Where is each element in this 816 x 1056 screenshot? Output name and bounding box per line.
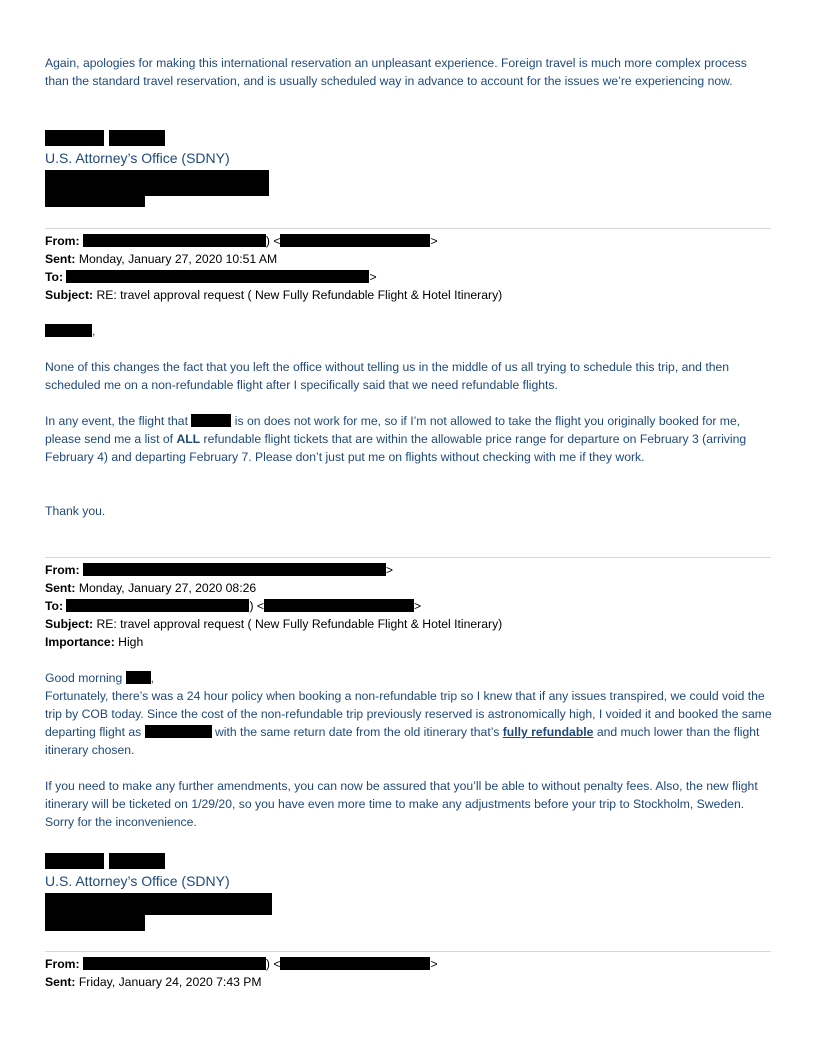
redacted-name [145,725,212,738]
header-from [45,232,438,250]
emphasis-all: ALL [176,432,201,446]
redacted-signature-phone [45,196,145,207]
text-segment: is on does not work for me, so if I’m not allowed to take the flight you originally booked for me, please send me a list of [45,414,741,446]
header-from [45,955,438,973]
header-from [45,561,393,579]
angle-close: > [414,599,422,613]
redacted-recipient-name [45,324,92,337]
greeting-comma: , [150,671,155,685]
redacted-signature-address [45,893,272,915]
angle-close: > [369,270,377,284]
redacted-last-name [109,130,165,146]
email-body-paragraph: None of this changes the fact that you left the office without telling us in the middle of us all trying to schedule this trip, and then scheduled me on a non-refundable flight after I specifically said that we need refundable flights. [45,360,730,392]
redacted-recipient-name [66,599,249,612]
header-sent [45,250,277,268]
signature-org: U.S. Attorney’s Office (SDNY) [45,150,230,166]
from-label: From: [45,234,80,248]
redacted-first-name [45,853,104,869]
angle-close: > [430,957,438,971]
email-body-paragraph [45,687,773,759]
salutation [45,322,95,340]
from-label: From: [45,957,80,971]
header-to [45,597,421,615]
header-subject [45,286,502,304]
angle-open: ) < [265,957,281,971]
email-body-paragraph: If you need to make any further amendments, you can now be assured that you’ll be able to without penalty fees. Also, the new flight itinerary will be ticketed on 1/29/20, so you have even more time to make any adjustments before your trip to Stockholm, Sweden. Sorry for the inconvenience. [45,779,758,829]
message-divider [45,951,771,952]
redacted-sender-name [83,234,266,247]
greeting-text: Good morning [45,671,123,685]
redacted-first-name [45,130,104,146]
redacted-signature-phone [45,915,145,931]
header-sent [45,973,262,991]
redacted-recipient-email [264,599,414,612]
text-segment: and much lower than the flight itinerary chosen. [45,725,760,757]
redacted-name [191,414,231,427]
importance-value: High [118,635,144,649]
subject-label: Subject: [45,617,94,631]
redacted-last-name [109,853,165,869]
to-label: To: [45,599,64,613]
sent-label: Sent: [45,581,76,595]
redacted-recipient [66,270,369,283]
closing-thanks: Thank you. [45,504,106,518]
message-divider [45,228,771,229]
angle-open: ) < [249,599,264,613]
subject-value: RE: travel approval request ( New Fully Refundable Flight & Hotel Itinerary) [96,288,503,302]
redacted-recipient-name [126,671,151,684]
message-divider [45,557,771,558]
subject-label: Subject: [45,288,94,302]
header-importance [45,633,143,651]
header-sent [45,579,256,597]
sent-value: Monday, January 27, 2020 08:26 [78,581,257,595]
salutation-comma: , [92,324,96,338]
text-segment: In any event, the flight that [45,414,188,428]
sent-value: Monday, January 27, 2020 10:51 AM [78,252,278,266]
sent-value: Friday, January 24, 2020 7:43 PM [78,975,262,989]
from-label: From: [45,563,80,577]
text-segment: Fortunately, there’s was a 24 hour policy when booking a non-refundable trip so I knew that if any issues transpired, we could void the trip by COB today. Since the cost of the non-refundable trip previously reserved is astronomically high, I voided it and booked the same departing flight as [45,689,772,739]
sent-label: Sent: [45,252,76,266]
subject-value: RE: travel approval request ( New Fully Refundable Flight & Hotel Itinerary) [96,617,503,631]
redacted-sender-email [280,957,430,970]
importance-label: Importance: [45,635,115,649]
angle-close: > [385,563,394,577]
email-body-paragraph [45,412,773,466]
redacted-sender-email [280,234,430,247]
angle-open: ) < [265,234,281,248]
text-segment: with the same return date from the old itinerary that’s [215,725,500,739]
greeting [45,669,154,687]
fully-refundable-link[interactable]: fully refundable [502,725,594,739]
signature-org: U.S. Attorney’s Office (SDNY) [45,873,230,889]
sent-label: Sent: [45,975,76,989]
to-label: To: [45,270,64,284]
email-body-paragraph: Again, apologies for making this international reservation an unpleasant experience. Foreign travel is much more complex process than the standard travel reservation, and is usually scheduled way in advance to account for the issues we’re experiencing now. [45,56,747,88]
header-to [45,268,377,286]
header-subject [45,615,502,633]
redacted-sender-name [83,957,266,970]
redacted-signature-address [45,170,269,196]
angle-close: > [430,234,438,248]
redacted-sender [83,563,386,576]
text-segment: refundable flight tickets that are within the allowable price range for departure on February 3 (arriving February 4) and departing February 7. Please don’t just put me on flights without checking with me if they work. [45,432,747,464]
